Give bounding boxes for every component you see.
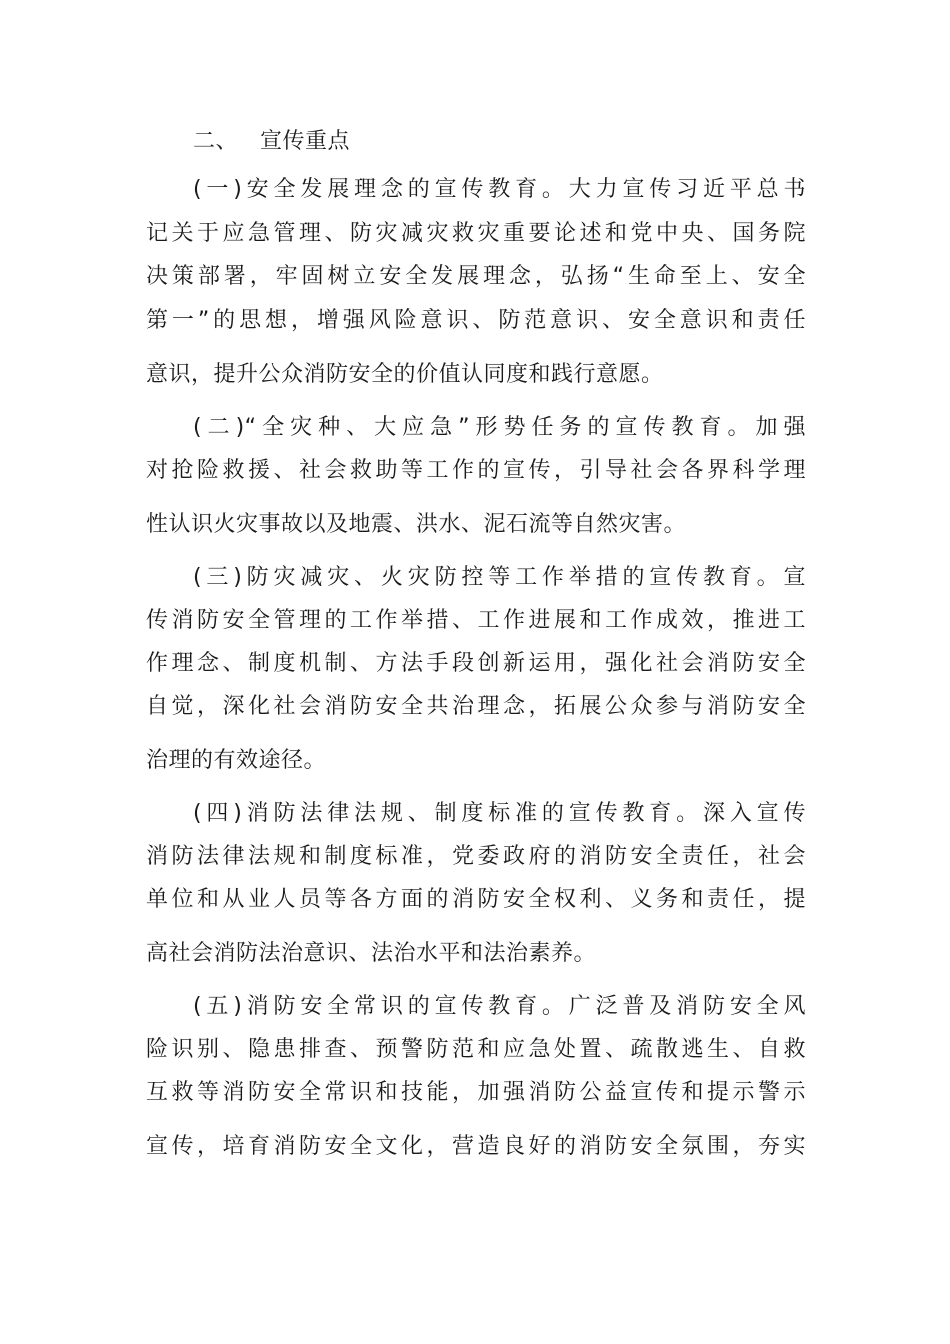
paragraph-5-line-1: (五)消防安全常识的宣传教育。广泛普及消防安全风: [193, 994, 806, 1019]
paragraph-4-line-3: 单位和从业人员等各方面的消防安全权利、义务和责任，提: [146, 887, 806, 912]
section-heading: [193, 124, 350, 160]
section-number: 二、: [193, 129, 239, 154]
paragraph-1-line-4: 第一”的思想，增强风险意识、防范意识、安全意识和责任: [146, 308, 806, 333]
paragraph-3-line-3: 作理念、制度机制、方法手段创新运用，强化社会消防安全: [146, 651, 806, 676]
paragraph-1-line-2: 记关于应急管理、防灾减灾救灾重要论述和党中央、国务院: [146, 221, 806, 246]
paragraph-1-line-5: 意识，提升公众消防安全的价值认同度和践行意愿。: [146, 362, 664, 387]
paragraph-1-line-1: (一)安全发展理念的宣传教育。大力宣传习近平总书: [193, 177, 806, 202]
paragraph-5-line-4: 宣传，培育消防安全文化，营造良好的消防安全氛围，夯实: [146, 1134, 806, 1159]
paragraph-4-line-1: (四)消防法律法规、制度标准的宣传教育。深入宣传: [193, 801, 806, 826]
paragraph-3-line-4: 自觉，深化社会消防安全共治理念，拓展公众参与消防安全: [146, 694, 806, 719]
paragraph-2-line-1: (二)“全灾种、大应急”形势任务的宣传教育。加强: [193, 415, 806, 440]
paragraph-3-line-5: 治理的有效途径。: [146, 748, 327, 773]
paragraph-3-line-2: 传消防安全管理的工作举措、工作进展和工作成效，推进工: [146, 608, 806, 633]
paragraph-4-line-4: 高社会消防法治意识、法治水平和法治素养。: [146, 941, 597, 966]
paragraph-5-line-3: 互救等消防安全常识和技能，加强消防公益宣传和提示警示: [146, 1080, 806, 1105]
paragraph-3-line-1: (三)防灾减灾、火灾防控等工作举措的宣传教育。宣: [193, 565, 806, 590]
paragraph-2-line-2: 对抢险救援、社会救助等工作的宣传，引导社会各界科学理: [146, 458, 806, 483]
paragraph-4-line-2: 消防法律法规和制度标准，党委政府的消防安全责任，社会: [146, 844, 806, 869]
paragraph-2-line-3: 性认识火灾事故以及地震、洪水、泥石流等自然灾害。: [146, 512, 687, 537]
section-title: 宣传重点: [260, 129, 351, 154]
paragraph-5-line-2: 险识别、隐患排查、预警防范和应急处置、疏散逃生、自救: [146, 1037, 806, 1062]
paragraph-1-line-3: 决策部署，牢固树立安全发展理念，弘扬“生命至上、安全: [146, 264, 806, 289]
